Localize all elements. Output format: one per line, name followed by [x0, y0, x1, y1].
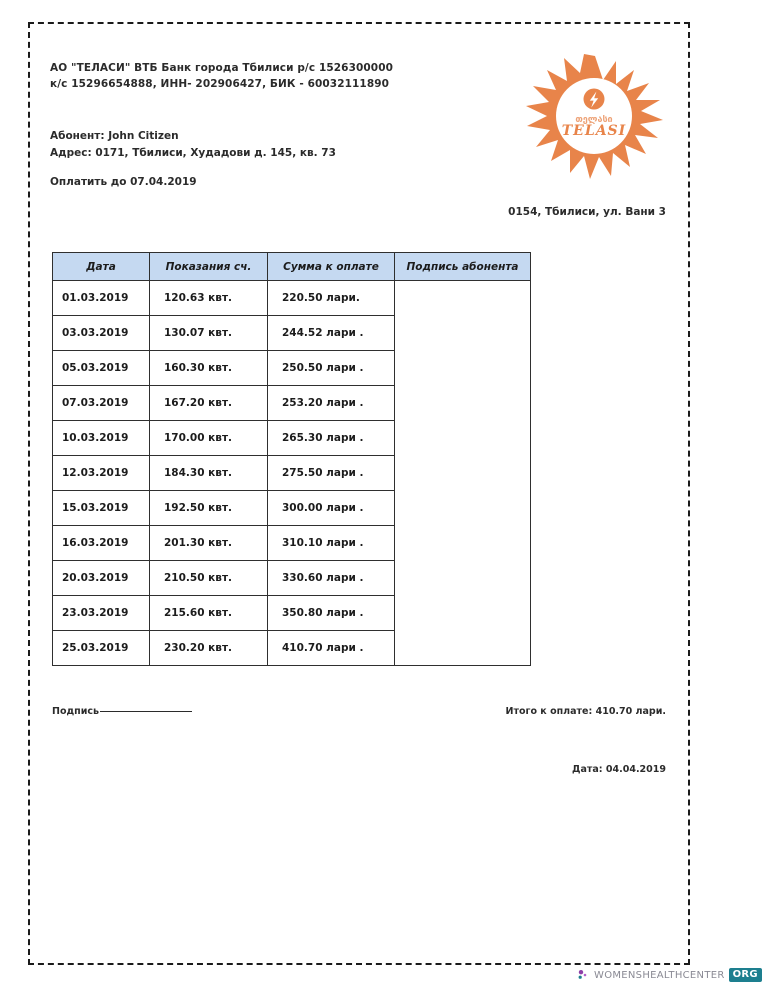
- subscriber-address: Адрес: 0171, Тбилиси, Худадови д. 145, кв. 73: [50, 146, 336, 159]
- watermark-text: WOMENSHEALTHCENTER: [594, 969, 725, 981]
- watermark-badge: ORG: [729, 968, 762, 982]
- meter-readings-table: [52, 252, 531, 666]
- column-header-date: Дата: [53, 253, 150, 281]
- cell-signature[interactable]: [395, 281, 531, 666]
- cell-amount: 330.60 лари .: [268, 561, 395, 596]
- signature-label: Подпись: [52, 706, 100, 717]
- cell-date: 05.03.2019: [53, 351, 150, 386]
- column-header-amount: Сумма к оплате: [268, 253, 395, 281]
- cell-amount: 310.10 лари .: [268, 526, 395, 561]
- cell-amount: 250.50 лари .: [268, 351, 395, 386]
- cell-date: 03.03.2019: [53, 316, 150, 351]
- logo-script-mark: თელასი: [575, 115, 613, 125]
- pay-by-date: Оплатить до 07.04.2019: [50, 176, 197, 188]
- bank-details-block: [50, 60, 450, 93]
- total-due-line: [506, 706, 666, 717]
- cell-date: 01.03.2019: [53, 281, 150, 316]
- cell-date: 10.03.2019: [53, 421, 150, 456]
- cell-amount: 244.52 лари .: [268, 316, 395, 351]
- bank-details-line-1: АО "ТЕЛАСИ" ВТБ Банк города Тбилиси р/с 1526300000: [50, 62, 394, 74]
- cell-date: 20.03.2019: [53, 561, 150, 596]
- company-address: 0154, Тбилиси, ул. Вани 3: [508, 206, 666, 218]
- signature-rule: [100, 711, 192, 712]
- table-header-row: [53, 253, 531, 281]
- total-due-value: 410.70 лари.: [595, 706, 666, 717]
- document-page-frame: [28, 22, 690, 965]
- cell-amount: 275.50 лари .: [268, 456, 395, 491]
- column-header-signature: Подпись абонента: [395, 253, 531, 281]
- cell-amount: 410.70 лари .: [268, 631, 395, 666]
- signature-field[interactable]: [52, 706, 192, 717]
- cell-reading: 167.20 квт.: [150, 386, 268, 421]
- cell-reading: 215.60 квт.: [150, 596, 268, 631]
- cell-reading: 230.20 квт.: [150, 631, 268, 666]
- cell-amount: 253.20 лари .: [268, 386, 395, 421]
- cell-date: 23.03.2019: [53, 596, 150, 631]
- cell-reading: 201.30 квт.: [150, 526, 268, 561]
- cell-date: 07.03.2019: [53, 386, 150, 421]
- cell-amount: 265.30 лари .: [268, 421, 395, 456]
- cell-date: 12.03.2019: [53, 456, 150, 491]
- cell-reading: 120.63 квт.: [150, 281, 268, 316]
- cell-reading: 170.00 квт.: [150, 421, 268, 456]
- cell-amount: 300.00 лари .: [268, 491, 395, 526]
- watermark-logo-icon: [578, 969, 590, 981]
- cell-date: 25.03.2019: [53, 631, 150, 666]
- table-row: [53, 281, 531, 316]
- cell-reading: 210.50 квт.: [150, 561, 268, 596]
- cell-date: 15.03.2019: [53, 491, 150, 526]
- cell-reading: 192.50 квт.: [150, 491, 268, 526]
- cell-date: 16.03.2019: [53, 526, 150, 561]
- cell-amount: 350.80 лари .: [268, 596, 395, 631]
- document-date: Дата: 04.04.2019: [572, 764, 666, 775]
- logo-wordmark: TELASI: [561, 123, 627, 139]
- cell-reading: 184.30 квт.: [150, 456, 268, 491]
- bank-details-line-2: к/с 15296654888, ИНН- 202906427, БИК - 60032111890: [50, 78, 390, 91]
- subscriber-name: Абонент: John Citizen: [50, 130, 179, 142]
- column-header-reading: Показания сч.: [150, 253, 268, 281]
- cell-reading: 130.07 квт.: [150, 316, 268, 351]
- subscriber-block: [50, 128, 450, 162]
- telasi-sun-logo-icon: [524, 52, 666, 182]
- watermark: [578, 968, 762, 982]
- cell-reading: 160.30 квт.: [150, 351, 268, 386]
- total-due-label: Итого к оплате:: [505, 706, 593, 717]
- cell-amount: 220.50 лари.: [268, 281, 395, 316]
